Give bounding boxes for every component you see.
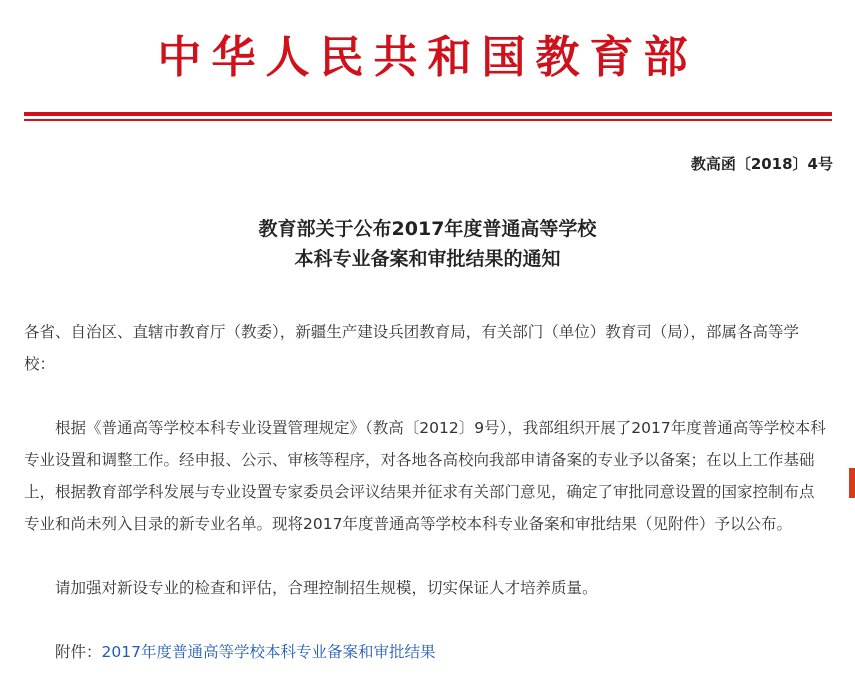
attachment-link[interactable]: 2017年度普通高等学校本科专业备案和审批结果 bbox=[101, 643, 436, 661]
document-title-line2: 本科专业备案和审批结果的通知 bbox=[294, 248, 561, 270]
masthead-title: 中华人民共和国教育部 bbox=[157, 32, 698, 83]
attachment-line bbox=[24, 636, 829, 668]
attachment-label: 附件： bbox=[55, 643, 102, 661]
masthead-rule-thick bbox=[24, 112, 832, 116]
document-title bbox=[0, 214, 855, 274]
masthead-rule-thin bbox=[24, 119, 832, 121]
document-number: 教高函〔2018〕4号 bbox=[690, 155, 833, 173]
body-paragraph-2: 请加强对新设专业的检查和评估，合理控制招生规模，切实保证人才培养质量。 bbox=[55, 579, 598, 597]
document-body bbox=[24, 316, 829, 668]
body-paragraph-1: 根据《普通高等学校本科专业设置管理规定》（教高〔2012〕9号），我部组织开展了2017年度普通高等学校本科专业设置和调整工作。经申报、公示、审核等程序，对各地各高校向我部申请备案的专业予以备案；在以上工作基础上，根据教育部学科发展与专业设置专家委员会评议结果并征求有关部门意见，确定了审批同意设置的国家控制布点专业和尚未列入目录的新专业名单。现将2017年度普通高等学校本科专业备案和审批结果（见附件）予以公布。 bbox=[24, 419, 826, 533]
document-title-line1: 教育部关于公布2017年度普通高等学校 bbox=[258, 218, 597, 240]
side-scroll-marker[interactable] bbox=[849, 468, 855, 498]
salutation: 各省、自治区、直辖市教育厅（教委），新疆生产建设兵团教育局，有关部门（单位）教育司（局），部属各高等学校： bbox=[24, 323, 800, 373]
